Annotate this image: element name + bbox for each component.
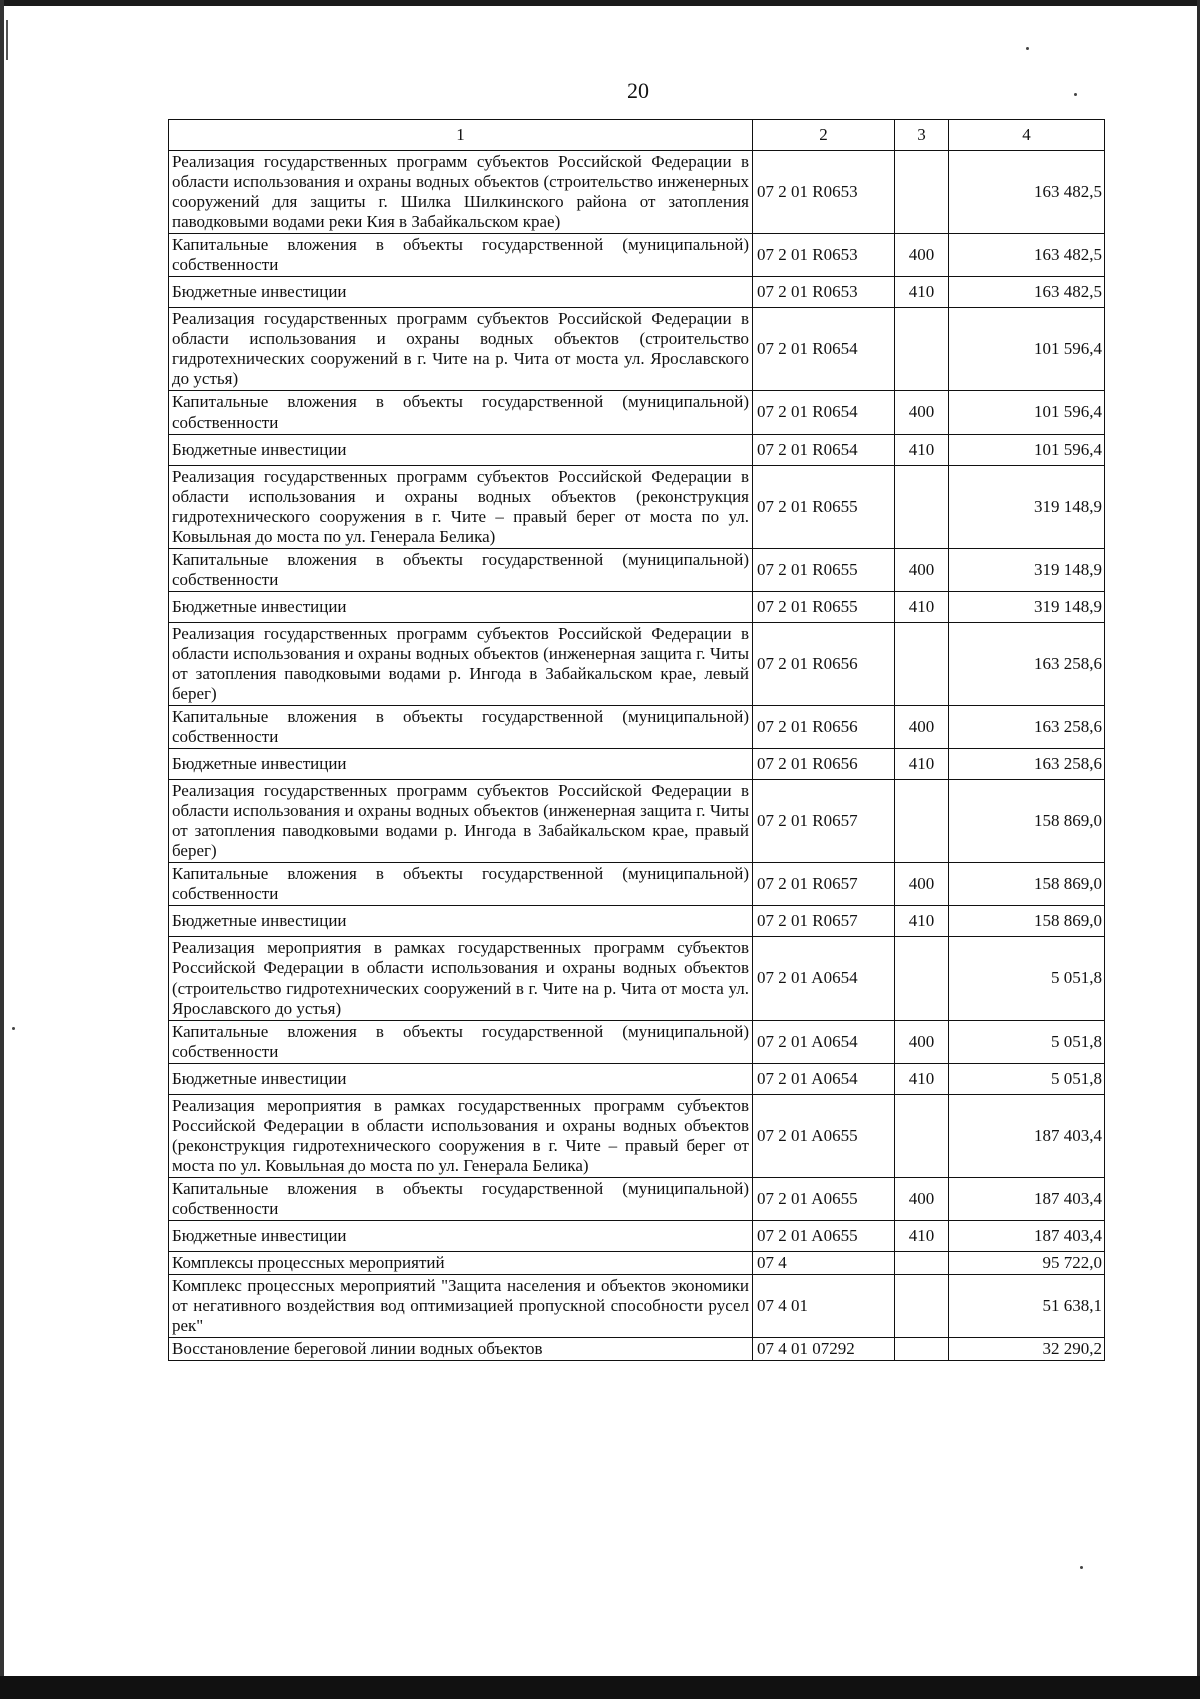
scan-edge-left: [0, 0, 4, 1699]
cell-expense-type: [895, 1275, 949, 1338]
table-row: [169, 622, 1105, 705]
cell-name: Реализация государственных программ субъектов Российской Федерации в области использования и охраны водных объектов (реконструкция гидротехнического сооружения в г. Чите – правый берег от моста по ул. Ковыльная до моста по ул. Генерала Белика): [169, 465, 753, 548]
cell-name: Бюджетные инвестиции: [169, 906, 753, 937]
table-row: [169, 1220, 1105, 1251]
table-row: [169, 937, 1105, 1020]
cell-code: 07 4 01 07292: [753, 1338, 895, 1361]
cell-amount: 51 638,1: [949, 1275, 1105, 1338]
cell-amount: 163 258,6: [949, 749, 1105, 780]
scan-speck: [1080, 1566, 1083, 1569]
cell-name: Реализация государственных программ субъектов Российской Федерации в области использования и охраны водных объектов (инженерная защита г. Читы от затопления паводковыми водами р. Ингода в Забайкальском крае, левый берег): [169, 622, 753, 705]
table-row: [169, 1063, 1105, 1094]
cell-code: 07 2 01 R0657: [753, 863, 895, 906]
cell-expense-type: [895, 780, 949, 863]
cell-expense-type: 400: [895, 234, 949, 277]
cell-amount: 101 596,4: [949, 434, 1105, 465]
table-row: [169, 780, 1105, 863]
cell-code: 07 2 01 R0653: [753, 151, 895, 234]
cell-name: Реализация мероприятия в рамках государственных программ субъектов Российской Федерации в области использования и охраны водных объектов (строительство гидротехнических сооружений в г. Чите на р. Чита от моста ул. Ярославского до устья): [169, 937, 753, 1020]
cell-amount: 319 148,9: [949, 465, 1105, 548]
cell-code: 07 2 01 A0654: [753, 1020, 895, 1063]
cell-name: Комплекс процессных мероприятий "Защита населения и объектов экономики от негативного воздействия вод оптимизацией пропускной способности русел рек": [169, 1275, 753, 1338]
cell-expense-type: 400: [895, 548, 949, 591]
cell-expense-type: 410: [895, 906, 949, 937]
cell-code: 07 2 01 R0657: [753, 906, 895, 937]
cell-expense-type: 400: [895, 706, 949, 749]
cell-expense-type: 410: [895, 277, 949, 308]
budget-table: [168, 119, 1105, 1361]
cell-name: Реализация государственных программ субъектов Российской Федерации в области использования и охраны водных объектов (строительство инженерных сооружений для защиты г. Шилка Шилкинского района от затопления паводковыми водами реки Кия в Забайкальском крае): [169, 151, 753, 234]
table-row: [169, 434, 1105, 465]
cell-amount: 187 403,4: [949, 1220, 1105, 1251]
table-row: [169, 391, 1105, 434]
cell-amount: 5 051,8: [949, 1020, 1105, 1063]
cell-name: Реализация государственных программ субъектов Российской Федерации в области использования и охраны водных объектов (инженерная защита г. Читы от затопления паводковыми водами р. Ингода в Забайкальском крае, правый берег): [169, 780, 753, 863]
cell-amount: 32 290,2: [949, 1338, 1105, 1361]
cell-code: 07 2 01 R0657: [753, 780, 895, 863]
cell-amount: 5 051,8: [949, 937, 1105, 1020]
table-row: [169, 591, 1105, 622]
cell-amount: 163 258,6: [949, 706, 1105, 749]
cell-name: Бюджетные инвестиции: [169, 591, 753, 622]
cell-name: Капитальные вложения в объекты государственной (муниципальной) собственности: [169, 391, 753, 434]
cell-amount: 158 869,0: [949, 906, 1105, 937]
cell-code: 07 2 01 A0655: [753, 1220, 895, 1251]
cell-name: Восстановление береговой линии водных объектов: [169, 1338, 753, 1361]
table-row: [169, 1338, 1105, 1361]
cell-amount: 101 596,4: [949, 391, 1105, 434]
cell-code: 07 2 01 R0653: [753, 277, 895, 308]
cell-expense-type: 400: [895, 1177, 949, 1220]
table-row: [169, 1094, 1105, 1177]
cell-amount: 319 148,9: [949, 591, 1105, 622]
cell-expense-type: 400: [895, 863, 949, 906]
cell-code: 07 2 01 R0655: [753, 465, 895, 548]
cell-name: Капитальные вложения в объекты государственной (муниципальной) собственности: [169, 548, 753, 591]
cell-code: 07 2 01 R0656: [753, 706, 895, 749]
cell-expense-type: 410: [895, 749, 949, 780]
cell-amount: 163 482,5: [949, 234, 1105, 277]
cell-name: Капитальные вложения в объекты государственной (муниципальной) собственности: [169, 706, 753, 749]
cell-name: Реализация мероприятия в рамках государственных программ субъектов Российской Федерации в области использования и охраны водных объектов (реконструкция гидротехнического сооружения в г. Чите – правый берег от моста по ул. Ковыльная до моста по ул. Генерала Белика): [169, 1094, 753, 1177]
table-row: [169, 706, 1105, 749]
cell-code: 07 2 01 R0655: [753, 548, 895, 591]
cell-name: Капитальные вложения в объекты государственной (муниципальной) собственности: [169, 234, 753, 277]
cell-name: Бюджетные инвестиции: [169, 749, 753, 780]
cell-expense-type: [895, 151, 949, 234]
cell-code: 07 2 01 A0655: [753, 1177, 895, 1220]
table-row: [169, 1251, 1105, 1274]
cell-expense-type: [895, 1094, 949, 1177]
cell-name: Реализация государственных программ субъектов Российской Федерации в области использования и охраны водных объектов (строительство гидротехнических сооружений в г. Чите на р. Чита от моста ул. Ярославского до устья): [169, 308, 753, 391]
cell-name: Бюджетные инвестиции: [169, 277, 753, 308]
cell-amount: 101 596,4: [949, 308, 1105, 391]
cell-code: 07 2 01 R0653: [753, 234, 895, 277]
table-row: [169, 234, 1105, 277]
cell-amount: 187 403,4: [949, 1094, 1105, 1177]
cell-amount: 163 258,6: [949, 622, 1105, 705]
column-header-name: 1: [169, 120, 753, 151]
table-header-row: [169, 120, 1105, 151]
cell-expense-type: 410: [895, 434, 949, 465]
cell-expense-type: 410: [895, 1220, 949, 1251]
cell-amount: 163 482,5: [949, 277, 1105, 308]
cell-amount: 187 403,4: [949, 1177, 1105, 1220]
cell-code: 07 2 01 A0655: [753, 1094, 895, 1177]
cell-amount: 163 482,5: [949, 151, 1105, 234]
cell-expense-type: [895, 622, 949, 705]
cell-code: 07 2 01 R0655: [753, 591, 895, 622]
cell-expense-type: [895, 1338, 949, 1361]
cell-name: Капитальные вложения в объекты государственной (муниципальной) собственности: [169, 1177, 753, 1220]
cell-code: 07 2 01 R0656: [753, 749, 895, 780]
table-row: [169, 465, 1105, 548]
cell-expense-type: [895, 465, 949, 548]
column-header-code: 2: [753, 120, 895, 151]
column-header-amount: 4: [949, 120, 1105, 151]
cell-expense-type: 410: [895, 591, 949, 622]
cell-code: 07 2 01 R0654: [753, 308, 895, 391]
page-number: 20: [627, 78, 649, 103]
cell-code: 07 4 01: [753, 1275, 895, 1338]
table-row: [169, 548, 1105, 591]
cell-amount: 158 869,0: [949, 863, 1105, 906]
table-row: [169, 1020, 1105, 1063]
table-body: [169, 151, 1105, 1361]
table-row: [169, 749, 1105, 780]
cell-amount: 5 051,8: [949, 1063, 1105, 1094]
cell-expense-type: [895, 937, 949, 1020]
cell-name: Бюджетные инвестиции: [169, 434, 753, 465]
cell-name: Капитальные вложения в объекты государственной (муниципальной) собственности: [169, 863, 753, 906]
table-row: [169, 1177, 1105, 1220]
table-row: [169, 308, 1105, 391]
cell-name: Бюджетные инвестиции: [169, 1220, 753, 1251]
cell-expense-type: [895, 308, 949, 391]
cell-code: 07 2 01 R0654: [753, 391, 895, 434]
cell-expense-type: [895, 1251, 949, 1274]
cell-code: 07 4: [753, 1251, 895, 1274]
cell-amount: 95 722,0: [949, 1251, 1105, 1274]
cell-name: Капитальные вложения в объекты государственной (муниципальной) собственности: [169, 1020, 753, 1063]
table-row: [169, 151, 1105, 234]
cell-code: 07 2 01 A0654: [753, 1063, 895, 1094]
scan-mark-left: [6, 20, 8, 60]
scan-speck: [12, 1027, 15, 1030]
table-row: [169, 906, 1105, 937]
cell-expense-type: 400: [895, 391, 949, 434]
cell-expense-type: 400: [895, 1020, 949, 1063]
scan-speck: [1026, 47, 1029, 50]
cell-code: 07 2 01 R0654: [753, 434, 895, 465]
cell-code: 07 2 01 R0656: [753, 622, 895, 705]
scan-edge-top: [0, 0, 1200, 6]
column-header-expense-type: 3: [895, 120, 949, 151]
table-row: [169, 863, 1105, 906]
cell-amount: 158 869,0: [949, 780, 1105, 863]
cell-amount: 319 148,9: [949, 548, 1105, 591]
cell-expense-type: 410: [895, 1063, 949, 1094]
cell-name: Бюджетные инвестиции: [169, 1063, 753, 1094]
table-row: [169, 277, 1105, 308]
cell-code: 07 2 01 A0654: [753, 937, 895, 1020]
cell-name: Комплексы процессных мероприятий: [169, 1251, 753, 1274]
table-row: [169, 1275, 1105, 1338]
scan-edge-bottom: [0, 1676, 1200, 1699]
